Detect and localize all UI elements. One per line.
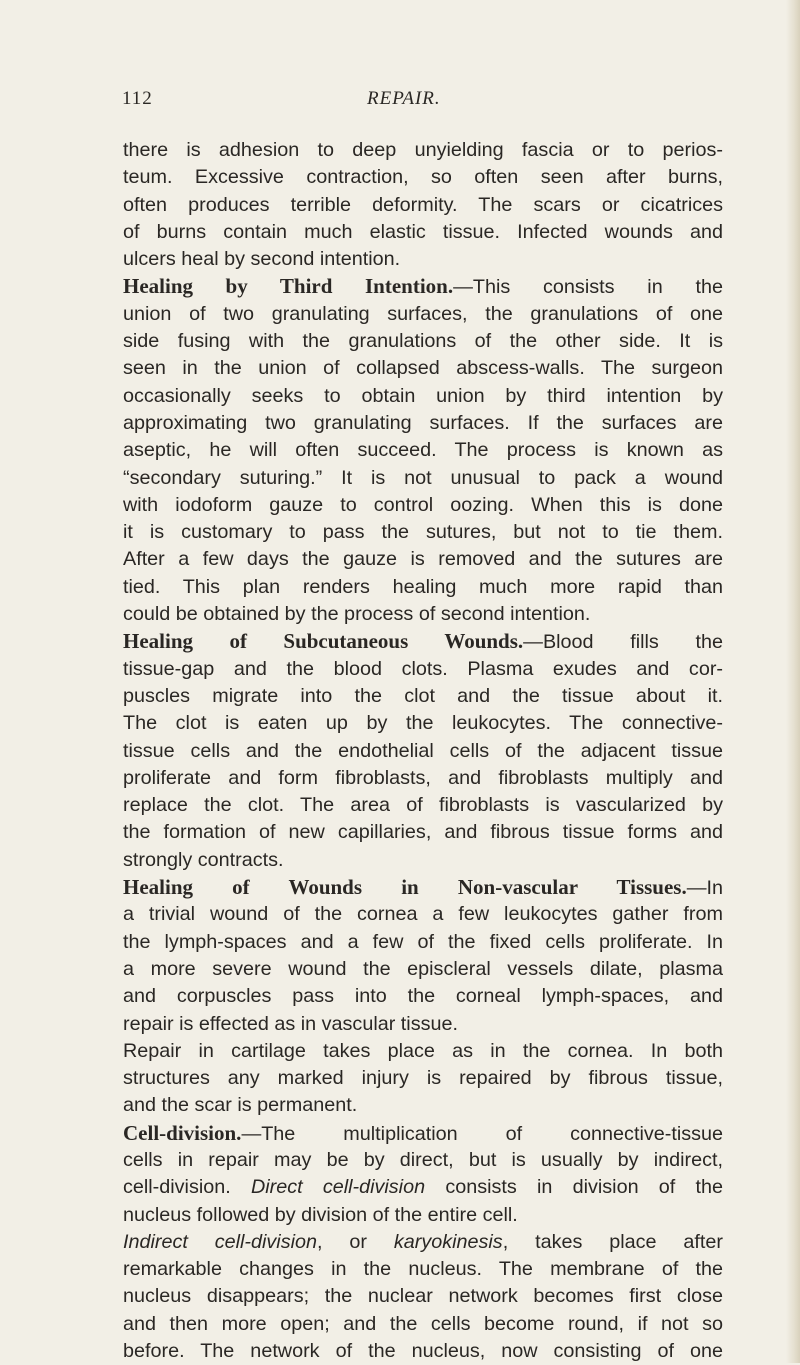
text-line — [123, 301, 723, 328]
text-run: the lymph-spaces and a few of the fixed cells proliferate. In — [123, 930, 723, 953]
page-number: 112 — [122, 88, 153, 109]
text-run: seen in the union of collapsed abscess-walls. The surgeon — [123, 357, 723, 380]
text-run: ulcers heal by second intention. — [123, 248, 401, 271]
italic-term: karyokinesis — [393, 1230, 503, 1253]
text-line — [123, 628, 723, 655]
text-line — [123, 738, 723, 765]
text-run: of burns contain much elastic tissue. Infected wounds and — [123, 220, 723, 243]
text-run: occasionally seeks to obtain union by third intention by — [123, 384, 723, 407]
section-heading: Healing of Subcutaneous Wounds. — [123, 629, 524, 654]
text-line — [123, 410, 723, 437]
text-line — [123, 710, 723, 737]
text-run: there is adhesion to deep unyielding fascia or to perios- — [123, 139, 723, 161]
text-line — [123, 1338, 723, 1365]
text-line — [123, 929, 723, 956]
text-run: and then more open; and the cells become round, if not so — [123, 1312, 723, 1335]
text-line — [123, 492, 723, 519]
text-run: and the scar is permanent. — [123, 1094, 358, 1117]
text-run: After a few days the gauze is removed and the sutures are — [123, 548, 723, 571]
text-line — [123, 601, 723, 628]
text-line — [123, 546, 723, 573]
text-line — [123, 137, 723, 164]
text-line — [123, 383, 723, 410]
text-run: The clot is eaten up by the leukocytes. The connective- — [123, 712, 723, 735]
text-run: teum. Excessive contraction, so often seen after burns, — [123, 166, 723, 189]
text-run: replace the clot. The area of fibroblasts is vascularized by — [123, 794, 723, 817]
text-line — [123, 983, 723, 1010]
text-line — [123, 765, 723, 792]
text-line — [123, 1011, 723, 1038]
text-run: proliferate and form fibroblasts, and fibroblasts multiply and — [123, 766, 723, 789]
text-run: repair is effected as in vascular tissue. — [123, 1012, 458, 1035]
section-heading: Healing by Third Intention. — [123, 274, 454, 299]
text-line — [123, 437, 723, 464]
text-line — [123, 273, 723, 300]
text-run: a trivial wound of the cornea a few leukocytes gather from — [123, 903, 723, 926]
text-run: remarkable changes in the nucleus. The membrane of the — [123, 1258, 723, 1281]
text-run: puscles migrate into the clot and the tissue about it. — [123, 684, 723, 707]
text-run: aseptic, he will often succeed. The process is known as — [123, 439, 723, 462]
text-line — [123, 792, 723, 819]
text-run: “secondary suturing.” It is not unusual to pack a wound — [123, 466, 723, 489]
text-line — [123, 956, 723, 983]
text-line — [123, 328, 723, 355]
text-line — [123, 819, 723, 846]
text-run: , takes place after — [502, 1230, 724, 1253]
text-run: and corpuscles pass into the corneal lymph-spaces, and — [123, 985, 723, 1008]
page-edge-shadow — [786, 0, 800, 1363]
text-line — [123, 1120, 723, 1147]
text-run: , or — [317, 1230, 394, 1253]
text-run: strongly contracts. — [123, 848, 284, 871]
text-run: structures any marked injury is repaired by fibrous tissue, — [123, 1067, 723, 1090]
text-line — [123, 874, 723, 901]
text-run: side fusing with the granulations of the other side. It is — [123, 330, 723, 353]
text-run: —Blood fills the — [523, 631, 723, 654]
running-head — [122, 88, 722, 114]
text-run: consists in division of the — [425, 1176, 724, 1199]
text-line — [123, 683, 723, 710]
text-line — [123, 219, 723, 246]
text-run: Repair in cartilage takes place as in the cornea. In both — [123, 1039, 723, 1062]
text-line — [123, 1038, 723, 1065]
text-run: the formation of new capillaries, and fibrous tissue forms and — [123, 821, 723, 844]
text-line — [123, 656, 723, 683]
text-run: cells in repair may be by direct, but is usually by indirect, — [123, 1148, 723, 1171]
text-run: —In — [686, 877, 723, 900]
text-run: could be obtained by the process of second intention. — [123, 603, 591, 626]
text-run: tissue cells and the endothelial cells of the adjacent tissue — [123, 739, 723, 762]
text-line — [123, 1202, 723, 1229]
italic-term: Indirect cell-division — [123, 1230, 317, 1253]
text-line — [123, 1283, 723, 1310]
text-line — [123, 1065, 723, 1092]
text-run: it is customary to pass the sutures, but not to tie them. — [123, 521, 723, 544]
text-line — [123, 1229, 723, 1256]
text-run: a more severe wound the episcleral vessels dilate, plasma — [123, 957, 723, 980]
text-run: tied. This plan renders healing much more rapid than — [123, 575, 723, 598]
text-line — [123, 192, 723, 219]
text-run: cell-division. — [123, 1176, 251, 1199]
text-line — [123, 355, 723, 382]
text-run: union of two granulating surfaces, the granulations of one — [123, 302, 723, 325]
section-heading: Cell-division. — [123, 1120, 242, 1145]
text-line — [123, 246, 723, 273]
text-line — [123, 1092, 723, 1119]
text-run: nucleus followed by division of the entire cell. — [123, 1203, 518, 1226]
text-line — [123, 847, 723, 874]
text-line — [123, 1256, 723, 1283]
italic-term: Direct cell-division — [250, 1176, 426, 1199]
text-line — [123, 901, 723, 928]
text-line — [123, 1147, 723, 1174]
text-line — [123, 1174, 723, 1201]
section-heading: Healing of Wounds in Non-vascular Tissues. — [123, 875, 687, 900]
text-run: approximating two granulating surfaces. If the surfaces are — [123, 411, 723, 434]
text-run: before. The network of the nucleus, now consisting of one — [123, 1340, 723, 1363]
text-line — [123, 574, 723, 601]
text-line — [123, 1311, 723, 1338]
body-text — [123, 137, 723, 1365]
text-line — [123, 164, 723, 191]
running-title: REPAIR. — [367, 88, 441, 109]
text-run: nucleus disappears; the nuclear network becomes first close — [123, 1285, 723, 1308]
text-line — [123, 465, 723, 492]
text-run: with iodoform gauze to control oozing. When this is done — [123, 493, 723, 516]
text-run: —The multiplication of connective-tissue — [241, 1122, 723, 1145]
text-run: —This consists in the — [453, 276, 723, 299]
text-line — [123, 519, 723, 546]
text-run: tissue-gap and the blood clots. Plasma exudes and cor- — [123, 657, 723, 680]
text-run: often produces terrible deformity. The scars or cicatrices — [123, 193, 723, 216]
